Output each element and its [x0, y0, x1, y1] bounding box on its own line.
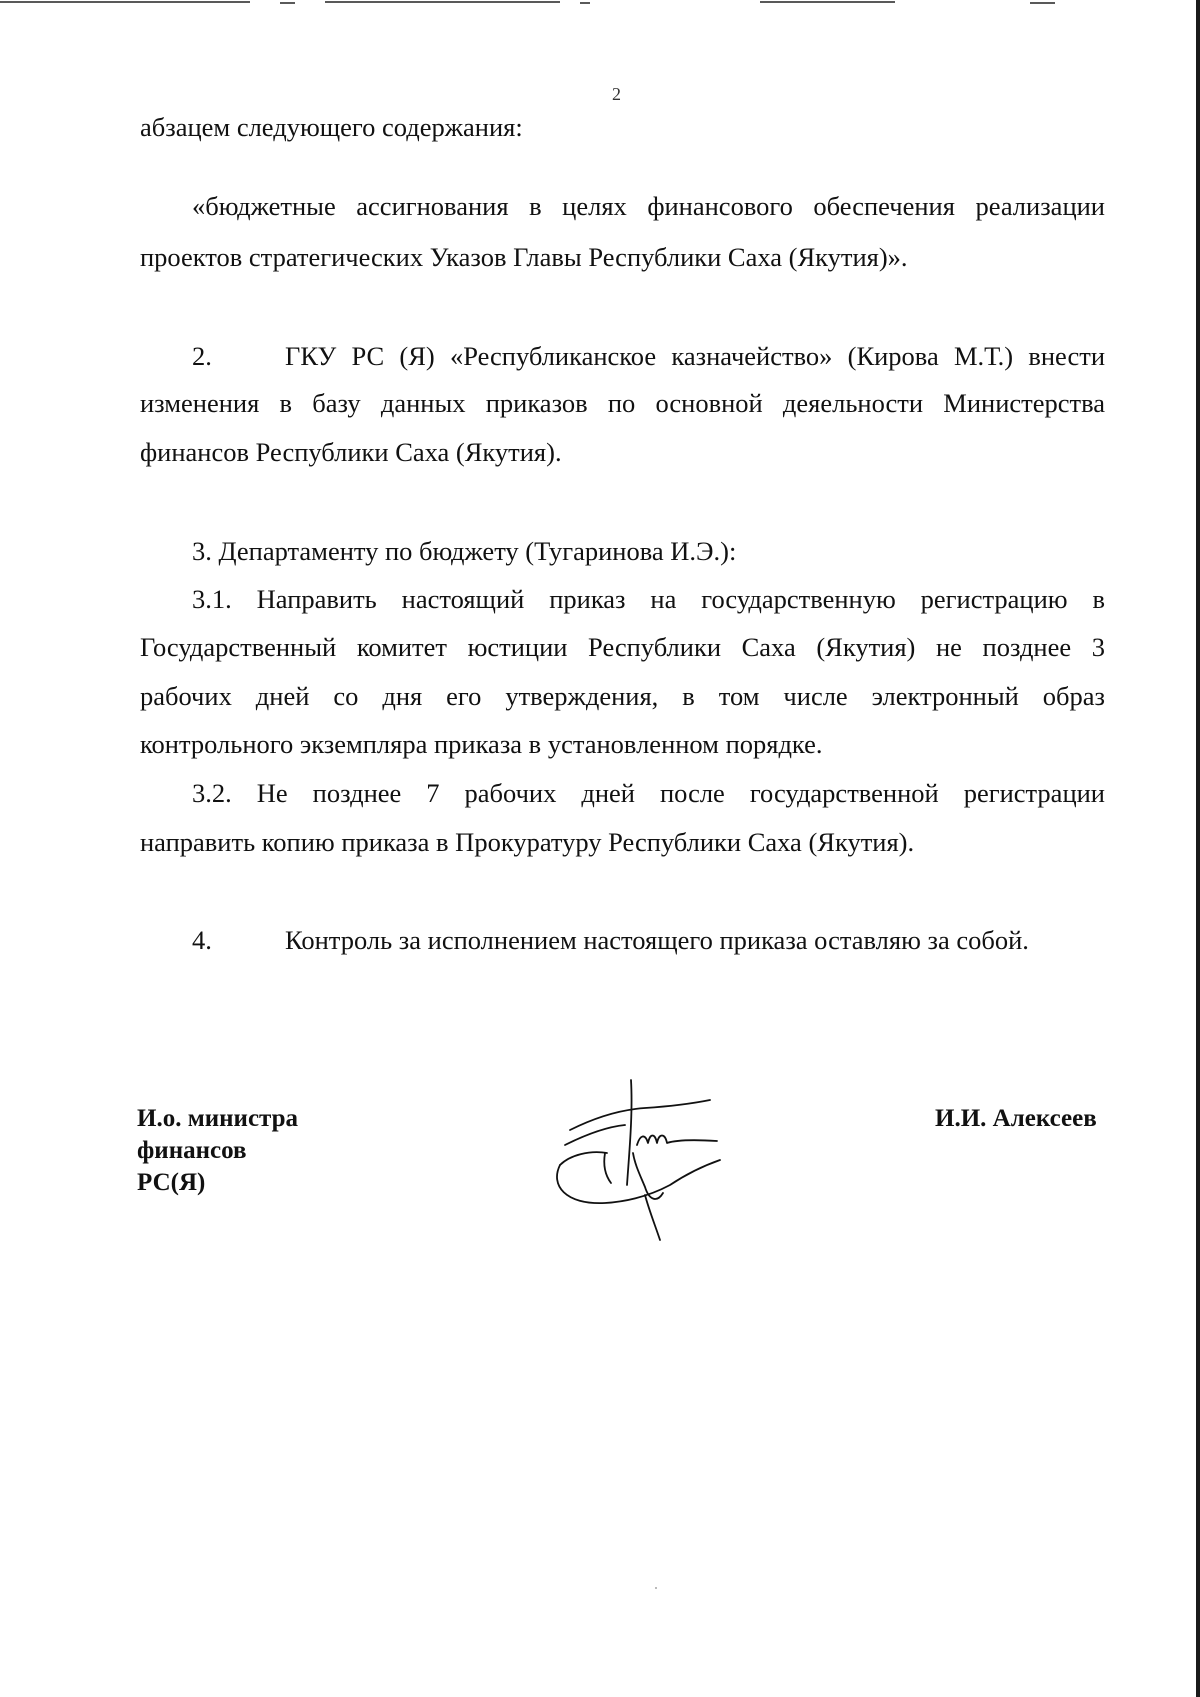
item-2-line-1: ГКУ РС (Я) «Республиканское казначейство» (Кирова М.Т.) внести: [285, 341, 1105, 371]
item-4-number: 4.: [192, 925, 212, 955]
item-3-1-line-3: рабочих дней со дня его утверждения, в том числе электронный образ: [140, 681, 1105, 711]
signer-name: И.И. Алексеев: [935, 1105, 1097, 1132]
item-3-1-line-2: Государственный комитет юстиции Республики Саха (Якутия) не позднее 3: [140, 632, 1105, 662]
item-3-2-line-1: 3.2. Не позднее 7 рабочих дней после государственной регистрации: [192, 778, 1105, 808]
quote-line-1: «бюджетные ассигнования в целях финансового обеспечения реализации: [192, 191, 1105, 221]
item-3-1-line-1: 3.1. Направить настоящий приказ на государственную регистрацию в: [192, 584, 1105, 614]
item-3-1-line-4: контрольного экземпляра приказа в установленном порядке.: [140, 729, 823, 759]
handwritten-signature: [545, 1075, 735, 1250]
item-4-text: Контроль за исполнением настоящего приказа оставляю за собой.: [285, 925, 1029, 955]
quote-line-2: проектов стратегических Указов Главы Республики Саха (Якутия)».: [140, 242, 908, 272]
scan-speck: [655, 1587, 657, 1589]
signer-position-line-3: РС(Я): [137, 1169, 206, 1196]
item-2-line-3: финансов Республики Саха (Якутия).: [140, 437, 562, 467]
signer-position-line-2: финансов: [137, 1137, 247, 1164]
page-number: 2: [612, 84, 621, 104]
signer-position-line-1: И.о. министра: [137, 1105, 299, 1132]
item-3-2-line-2: направить копию приказа в Прокуратуру Республики Саха (Якутия).: [140, 827, 915, 857]
item-2-line-2: изменения в базу данных приказов по основной деяельности Министерства: [140, 388, 1105, 418]
signer-position: [137, 1103, 298, 1199]
scan-top-edge: [0, 0, 1200, 8]
scan-right-edge: [1196, 0, 1200, 1697]
item-2-number: 2.: [192, 341, 212, 371]
intro-line: абзацем следующего содержания:: [140, 112, 523, 142]
item-3-heading: 3. Департаменту по бюджету (Тугаринова И.Э.):: [192, 536, 737, 566]
